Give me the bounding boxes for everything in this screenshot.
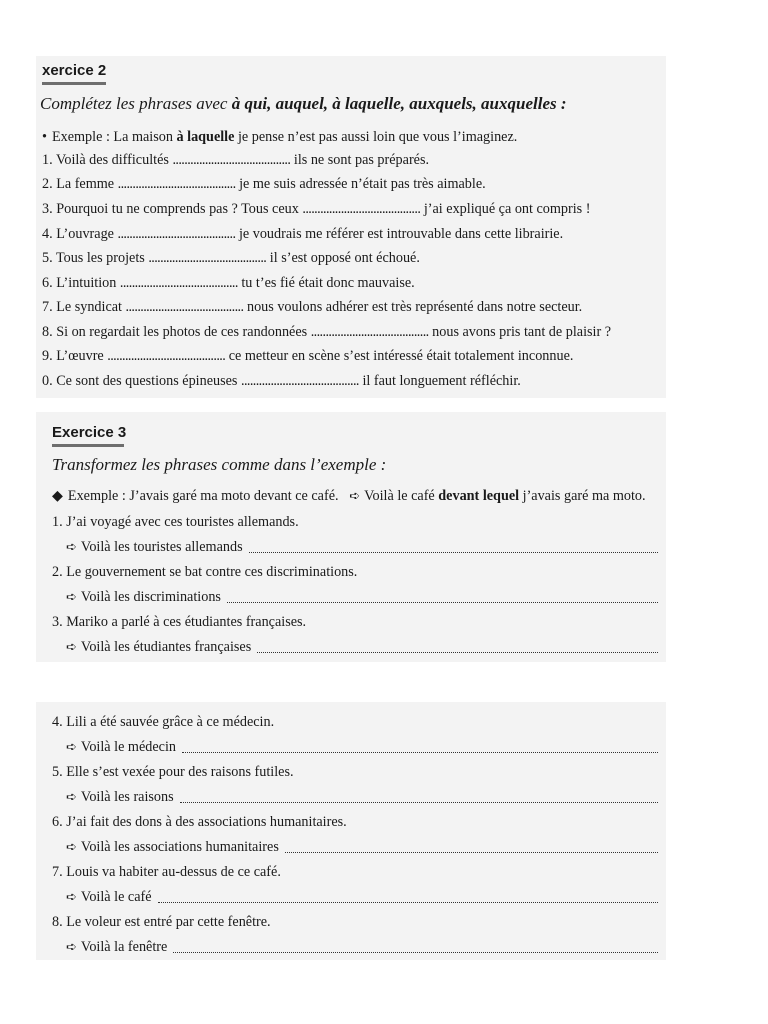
item-number: 1. (52, 514, 63, 530)
exercise-2-item (42, 200, 590, 218)
exercise-3-sentence (52, 563, 357, 581)
exercise-3-sentence (52, 713, 274, 731)
item-number: 6. (52, 814, 63, 830)
exercise-3-answer-line (66, 538, 243, 556)
item-number: 2. (42, 176, 53, 192)
answer-blank[interactable] (249, 552, 658, 553)
item-text-start: Voilà des difficultés (55, 152, 169, 168)
item-number: 3. (42, 201, 53, 217)
answer-prompt: Voilà les touristes allemands (80, 539, 243, 555)
item-text-start: Tous les projets (55, 250, 145, 266)
exercise-2-item (42, 249, 420, 267)
item-text-end: je voudrais me référer est introuvable dans cette librairie. (238, 226, 564, 242)
answer-prompt: Voilà le café (80, 889, 152, 905)
item-number: 7. (52, 864, 63, 880)
exercise-3-title: Exercice 3 (52, 424, 127, 441)
item-text-end: je me suis adressée n’était pas très aimable. (239, 176, 486, 192)
blank-field[interactable]: ........................................ (107, 348, 226, 364)
arrow-icon: ➪ (66, 839, 77, 854)
item-sentence: Louis va habiter au-dessus de ce café. (66, 864, 281, 880)
item-number: 8. (52, 914, 63, 930)
item-text-start: L’œuvre (56, 348, 104, 364)
item-number: 2. (52, 564, 63, 580)
answer-prompt: Voilà le médecin (80, 739, 176, 755)
example-answer: devant lequel (438, 488, 520, 504)
arrow-icon: ➪ (66, 589, 77, 604)
item-number: 1. (42, 152, 53, 168)
item-number: 0. (42, 373, 53, 389)
answer-blank[interactable] (257, 652, 658, 653)
item-text-end: nous voulons adhérer est très représenté dans notre secteur. (246, 299, 583, 315)
answer-prompt: Voilà les associations humanitaires (80, 839, 279, 855)
item-number: 8. (42, 324, 53, 340)
exercise-2-item (42, 175, 486, 193)
exercise-3-example (52, 487, 646, 505)
exercise-3-answer-line (66, 738, 176, 756)
item-sentence: Lili a été sauvée grâce à ce médecin. (66, 714, 275, 730)
item-number: 6. (42, 275, 53, 291)
item-text-end: il faut longuement réfléchir. (362, 373, 521, 389)
answer-blank[interactable] (180, 802, 658, 803)
blank-field[interactable]: ........................................ (310, 324, 429, 340)
exercise-2-item (42, 298, 582, 316)
item-text-start: L’ouvrage (56, 226, 114, 242)
item-sentence: J’ai fait des dons à des associations humanitaires. (66, 814, 347, 830)
answer-prompt: Voilà les étudiantes françaises (80, 639, 252, 655)
exercise-2-instruction (40, 94, 567, 114)
blank-field[interactable]: ........................................ (125, 299, 244, 315)
arrow-icon: ➪ (66, 939, 77, 954)
exercise-2-item (42, 372, 521, 390)
exercise-2-item (42, 151, 429, 169)
item-number: 7. (42, 299, 53, 315)
exercise-3-sentence (52, 813, 347, 831)
item-number: 4. (42, 226, 53, 242)
item-sentence: Mariko a parlé à ces étudiantes françaises. (66, 614, 307, 630)
item-sentence: Elle s’est vexée pour des raisons futiles. (66, 764, 294, 780)
answer-blank[interactable] (173, 952, 658, 953)
exercise-2-title: xercice 2 (42, 62, 107, 79)
item-number: 5. (42, 250, 53, 266)
exercise-3-answer-line (66, 638, 251, 656)
exercise-2-item (42, 274, 415, 292)
bullet-icon: • (42, 129, 47, 145)
blank-field[interactable]: ........................................ (117, 176, 236, 192)
blank-field[interactable]: ........................................ (241, 373, 359, 389)
arrow-icon: ➪ (349, 488, 361, 503)
item-text-start: Pourquoi tu ne comprends pas ? Tous ceux (56, 201, 299, 217)
example-transform-end: j’avais garé ma moto. (519, 488, 646, 504)
item-sentence: Le voleur est entré par cette fenêtre. (66, 914, 271, 930)
item-sentence: Le gouvernement se bat contre ces discriminations. (66, 564, 358, 580)
answer-prompt: Voilà les discriminations (80, 589, 221, 605)
exercise-3-instruction: Transformez les phrases comme dans l’exemple : (52, 455, 387, 474)
item-text-end: il s’est opposé ont échoué. (269, 250, 420, 266)
exercise-3-answer-line (66, 888, 152, 906)
answer-blank[interactable] (285, 852, 658, 853)
exercise-3-sentence (52, 513, 299, 531)
exercise-3-answer-line (66, 588, 221, 606)
answer-blank[interactable] (158, 902, 658, 903)
arrow-icon: ➪ (66, 889, 77, 904)
item-text-end: nous avons pris tant de plaisir ? (432, 324, 612, 340)
item-number: 9. (42, 348, 53, 364)
answer-blank[interactable] (182, 752, 658, 753)
blank-field[interactable]: ........................................ (172, 152, 291, 168)
example-text: Exemple : La maison (51, 129, 177, 145)
item-sentence: J’ai voyagé avec ces touristes allemands. (66, 514, 299, 530)
answer-blank[interactable] (227, 602, 658, 603)
diamond-bullet-icon: ◆ (52, 488, 63, 504)
exercise-3-answer-line (66, 938, 167, 956)
arrow-icon: ➪ (66, 639, 77, 654)
blank-field[interactable]: ........................................ (302, 201, 421, 217)
exercise-3-answer-line (66, 788, 174, 806)
blank-field[interactable]: ........................................ (148, 250, 267, 266)
exercise-3-sentence (52, 613, 306, 631)
item-number: 3. (52, 614, 63, 630)
arrow-icon: ➪ (66, 539, 77, 554)
example-transform-start: Voilà le café (364, 488, 439, 504)
exercise-3-sentence (52, 863, 281, 881)
item-text-start: Si on regardait les photos de ces randonnées (56, 324, 308, 340)
item-number: 4. (52, 714, 63, 730)
item-text-end: j’ai expliqué ça ont compris ! (423, 201, 591, 217)
exercise-2-underline (42, 82, 106, 85)
arrow-icon: ➪ (66, 739, 77, 754)
exercise-3-underline (52, 444, 124, 447)
item-text-end: ils ne sont pas préparés. (293, 152, 430, 168)
item-text-start: Ce sont des questions épineuses (56, 373, 238, 389)
exercise-3-sentence (52, 913, 271, 931)
answer-prompt: Voilà la fenêtre (80, 939, 168, 955)
item-text-start: L’intuition (56, 275, 117, 291)
instruction-pronouns: à qui, auquel, à laquelle, auxquels, auxquelles : (231, 94, 567, 113)
instruction-text: Complétez les phrases avec (40, 94, 232, 113)
exercise-3-answer-line (66, 838, 279, 856)
exercise-2-example (42, 128, 517, 146)
exercise-2-item (42, 347, 573, 365)
exercise-2-item (42, 225, 563, 243)
blank-field[interactable]: ........................................ (117, 226, 236, 242)
exercise-2-item (42, 323, 611, 341)
item-text-start: La femme (56, 176, 115, 192)
answer-prompt: Voilà les raisons (80, 789, 174, 805)
item-text-end: tu t’es fié était donc mauvaise. (241, 275, 415, 291)
item-text-start: Le syndicat (56, 299, 122, 315)
blank-field[interactable]: ........................................ (119, 275, 238, 291)
example-sentence: Exemple : J’avais garé ma moto devant ce café. (67, 488, 339, 504)
arrow-icon: ➪ (66, 789, 77, 804)
item-text-end: ce metteur en scène s’est intéressé était totalement inconnue. (228, 348, 574, 364)
exercise-3-sentence (52, 763, 294, 781)
example-answer: à laquelle (176, 129, 235, 145)
example-text-end: je pense n’est pas aussi loin que vous l’imaginez. (234, 129, 518, 145)
item-number: 5. (52, 764, 63, 780)
